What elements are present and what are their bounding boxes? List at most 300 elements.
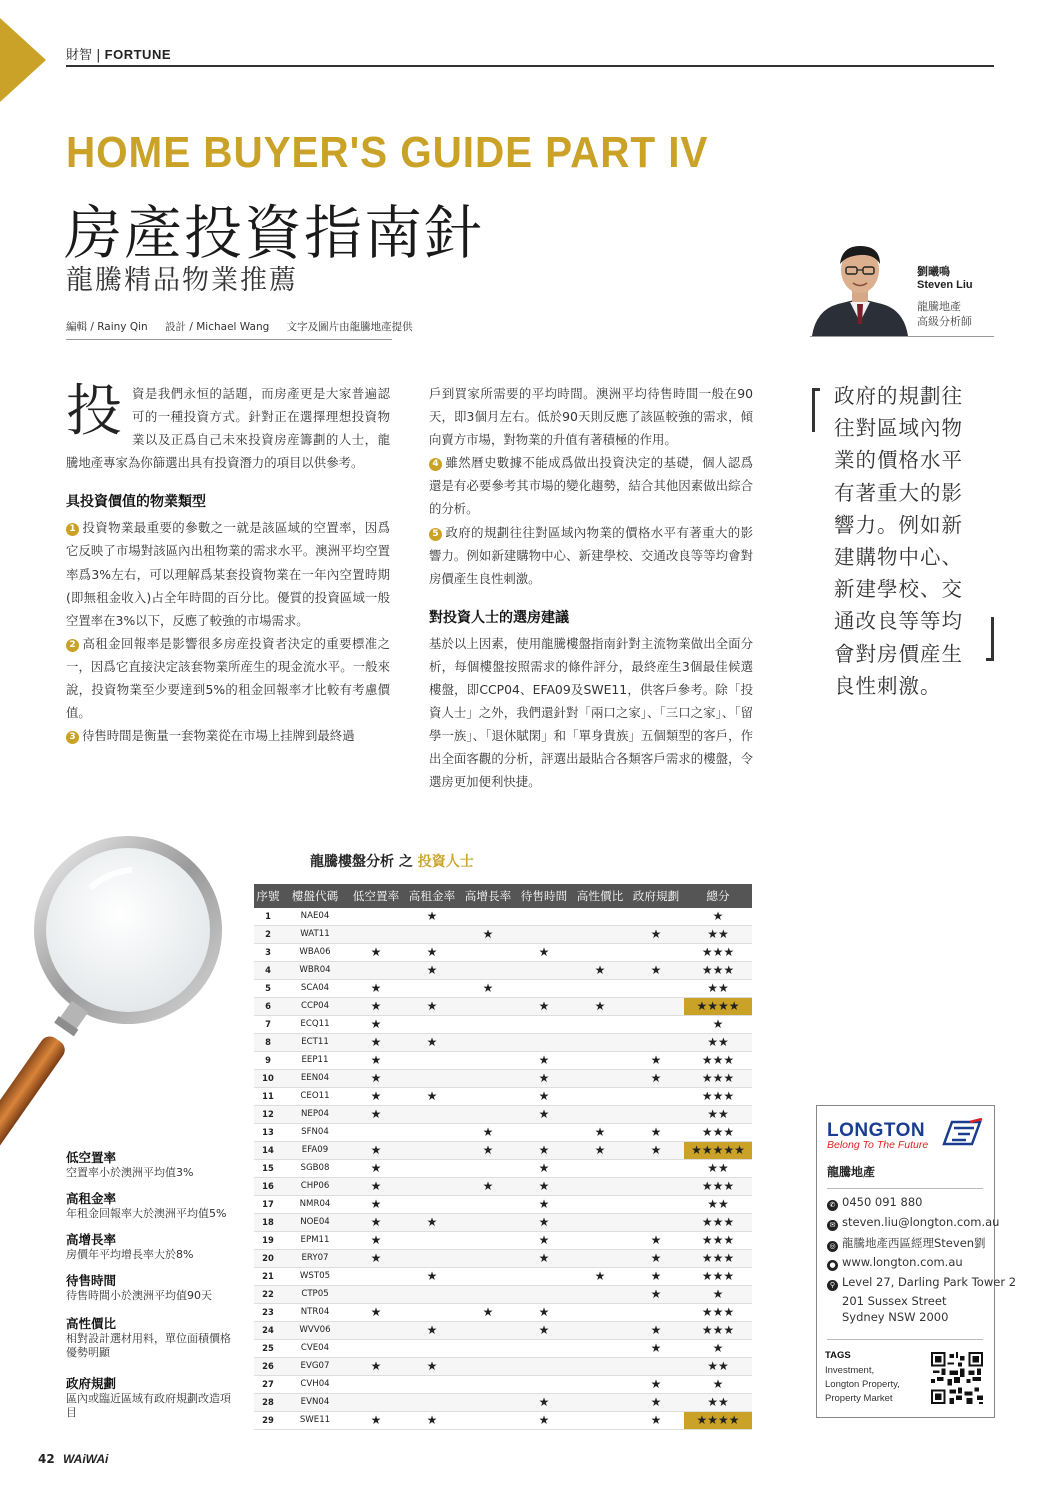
rating-cell: ★ (404, 1358, 460, 1376)
rating-cell (572, 1160, 628, 1178)
rating-cell (348, 1124, 404, 1142)
rating-cell (404, 1340, 460, 1358)
rating-cell (404, 1304, 460, 1322)
table-header-cell: 政府規劃 (628, 884, 684, 908)
rating-cell (516, 908, 572, 926)
rating-cell: ★ (572, 1124, 628, 1142)
rating-cell (572, 1214, 628, 1232)
rating-cell: ★ (516, 1214, 572, 1232)
rating-cell (628, 1034, 684, 1052)
rating-cell (628, 908, 684, 926)
rating-cell (572, 980, 628, 998)
rating-cell: ★ (516, 1106, 572, 1124)
magnifying-glass-icon (0, 828, 240, 1158)
rating-cell: ★ (516, 1232, 572, 1250)
rating-cell: ★ (516, 944, 572, 962)
title-english: HOME BUYER'S GUIDE PART IV (66, 128, 709, 177)
card-address-line-3: Sydney NSW 2000 (842, 1310, 949, 1324)
row-number-cell: 22 (254, 1286, 282, 1304)
table-body (254, 908, 752, 1430)
rating-cell: ★ (628, 1070, 684, 1088)
rating-cell: ★ (348, 1178, 404, 1196)
property-code-cell: CCP04 (282, 998, 348, 1016)
total-score-cell: ★★★ (684, 1268, 752, 1286)
total-score-cell: ★★ (684, 1196, 752, 1214)
rating-cell (628, 998, 684, 1016)
rating-cell (516, 1358, 572, 1376)
row-number-cell: 29 (254, 1412, 282, 1430)
property-code-cell: SWE11 (282, 1412, 348, 1430)
article-point-1: 1 投資物業最重要的參數之一就是該區域的空置率，因爲它反映了市場對該區內出租物業的需求水平。澳洲平均空置率爲3%左右，可以理解爲某套投資物業在一年內空置時期(即無租金收入)占全年時間的百分比。優質的投資區域一般空置率在3%以下，反應了較強的市場需求。 (66, 520, 390, 628)
table-row (254, 1016, 752, 1034)
rating-cell: ★ (348, 1214, 404, 1232)
property-code-cell: EPM11 (282, 1232, 348, 1250)
table-row (254, 980, 752, 998)
rating-cell (572, 1340, 628, 1358)
row-number-cell: 14 (254, 1142, 282, 1160)
rating-cell (404, 926, 460, 944)
rating-cell (404, 1124, 460, 1142)
property-analysis-table (254, 884, 752, 1430)
rating-cell (348, 1286, 404, 1304)
total-score-cell: ★★★ (684, 1304, 752, 1322)
row-number-cell: 8 (254, 1034, 282, 1052)
row-number-cell: 21 (254, 1268, 282, 1286)
row-number-cell: 10 (254, 1070, 282, 1088)
table-header-cell: 高性價比 (572, 884, 628, 908)
table-row (254, 1124, 752, 1142)
rating-cell (572, 908, 628, 926)
rating-cell (460, 1196, 516, 1214)
rating-cell: ★ (572, 998, 628, 1016)
rating-cell (572, 944, 628, 962)
rating-cell (516, 1268, 572, 1286)
total-score-cell: ★★ (684, 926, 752, 944)
article-intro: 資是我們永恒的話題，而房產更是大家普遍認可的一種投資方式。針對正在選擇理想投資物業以及正爲自己未來投資房産籌劃的人士，龍騰地產專家為你篩選出具有投資潛力的項目以供參考。 (66, 386, 390, 471)
rating-cell: ★ (572, 962, 628, 980)
rating-cell (348, 908, 404, 926)
legend-item-1: 低空置率 空置率小於澳洲平均值3% (66, 1150, 194, 1179)
row-number-cell: 18 (254, 1214, 282, 1232)
magazine-logo: WAiWAi (63, 1452, 109, 1466)
rating-cell: ★ (460, 1142, 516, 1160)
quote-bracket-open (812, 388, 820, 432)
row-number-cell: 5 (254, 980, 282, 998)
total-score-cell: ★★ (684, 1160, 752, 1178)
rating-cell: ★ (628, 1250, 684, 1268)
rating-cell: ★ (348, 1412, 404, 1430)
rating-cell (404, 1250, 460, 1268)
rating-cell: ★ (404, 944, 460, 962)
rating-cell (460, 1034, 516, 1052)
rating-cell: ★ (460, 980, 516, 998)
rating-cell: ★ (572, 1268, 628, 1286)
total-score-cell: ★★ (684, 980, 752, 998)
rating-cell (348, 1340, 404, 1358)
rating-cell (572, 1358, 628, 1376)
table-row (254, 1412, 752, 1430)
rating-cell (460, 1160, 516, 1178)
article-column-2 (429, 382, 753, 794)
article-point-4: 4 雖然曆史數據不能成爲做出投資決定的基礎，個人認爲還是有必要參考其市場的變化趨勢，結合其他因素做出綜合的分析。 (429, 455, 753, 517)
table-row (254, 998, 752, 1016)
subtitle: 龍騰精品物業推薦 (66, 265, 298, 296)
property-code-cell: CVH04 (282, 1376, 348, 1394)
property-code-cell: NEP04 (282, 1106, 348, 1124)
rating-cell (572, 926, 628, 944)
table-row (254, 1358, 752, 1376)
card-phone: ✆ 0450 091 880 (827, 1195, 922, 1211)
rating-cell (628, 1214, 684, 1232)
longton-logo-text: LONGTON (827, 1120, 926, 1141)
property-code-cell: EEP11 (282, 1052, 348, 1070)
rating-cell (460, 1412, 516, 1430)
rating-cell (404, 1052, 460, 1070)
rating-cell (348, 1268, 404, 1286)
table-row (254, 1232, 752, 1250)
rating-cell (628, 1160, 684, 1178)
rating-cell (348, 1394, 404, 1412)
rating-cell: ★ (516, 1088, 572, 1106)
rating-cell (404, 1070, 460, 1088)
number-5-icon: 5 (429, 528, 442, 541)
credit-design: 設計 / Michael Wang (165, 321, 270, 333)
rating-cell (460, 1376, 516, 1394)
total-score-cell: ★★ (684, 1358, 752, 1376)
weibo-icon: ◎ (827, 1241, 838, 1252)
table-row (254, 1268, 752, 1286)
credits-line (66, 319, 427, 334)
rating-cell (460, 1088, 516, 1106)
legend-item-3: 高增長率 房價年平均增長率大於8% (66, 1232, 194, 1261)
rating-cell (572, 1376, 628, 1394)
total-score-cell: ★★★ (684, 1124, 752, 1142)
table-row (254, 1070, 752, 1088)
property-code-cell: CVE04 (282, 1340, 348, 1358)
logo-tagline: Belong To The Future (827, 1139, 929, 1151)
rating-cell (404, 1160, 460, 1178)
row-number-cell: 27 (254, 1376, 282, 1394)
rating-cell: ★ (628, 962, 684, 980)
card-weibo: ◎ 龍騰地產西區經理Steven劉 (827, 1235, 986, 1252)
rating-cell (404, 1016, 460, 1034)
table-header-cell: 低空置率 (348, 884, 404, 908)
card-email[interactable]: ✉ steven.liu@longton.com.au (827, 1215, 999, 1231)
total-score-cell: ★★★ (684, 1178, 752, 1196)
rating-cell (348, 962, 404, 980)
row-number-cell: 23 (254, 1304, 282, 1322)
article-point-5: 5 政府的規劃往往對區域內物業的價格水平有著重大的影響力。例如新建購物中心、新建學校、交通改良等等均會對房價產生良性刺激。 (429, 524, 753, 586)
article-advice: 基於以上因素，使用龍騰樓盤指南針對主流物業做出全面分析，每個樓盤按照需求的條件評分，最終産生3個最佳候選樓盤，即CCP04、EFA09及SWE11，供客戶參考。除「投資人士」之外，我們還針對「兩口之家」、「三口之家」、「留學一族」、「退休賦閑」和「單身貴族」五個類型的客戶，作出全面客觀的分析，評選出最貼合各類客戶需求的樓盤，令選房更加便利快捷。 (429, 635, 753, 790)
author-role: 高級分析師 (917, 315, 972, 328)
row-number-cell: 13 (254, 1124, 282, 1142)
section-label-en: FORTUNE (104, 47, 172, 62)
rating-cell: ★ (348, 1358, 404, 1376)
qr-code-icon[interactable] (931, 1352, 983, 1404)
rating-cell: ★ (404, 1088, 460, 1106)
author-name-en: Steven Liu (917, 279, 973, 291)
rating-cell (572, 1286, 628, 1304)
property-code-cell: SGB08 (282, 1160, 348, 1178)
rating-cell (628, 944, 684, 962)
phone-icon: ✆ (827, 1200, 838, 1211)
rating-cell (404, 1196, 460, 1214)
title-chinese: 房產投資指南針 (64, 199, 485, 267)
credit-source: 文字及圖片由龍騰地產提供 (286, 321, 413, 333)
rating-cell (460, 944, 516, 962)
row-number-cell: 15 (254, 1160, 282, 1178)
table-row (254, 1304, 752, 1322)
total-score-cell: ★★★ (684, 1322, 752, 1340)
rating-cell (404, 1142, 460, 1160)
author-rule (810, 336, 994, 337)
rating-cell: ★ (404, 1268, 460, 1286)
rating-cell (572, 1070, 628, 1088)
rating-cell: ★ (516, 1196, 572, 1214)
property-code-cell: EVN04 (282, 1394, 348, 1412)
rating-cell (572, 1178, 628, 1196)
rating-cell: ★ (404, 1214, 460, 1232)
total-score-cell: ★ (684, 1376, 752, 1394)
rating-cell: ★ (516, 1070, 572, 1088)
rating-cell: ★ (404, 1034, 460, 1052)
rating-cell (572, 1232, 628, 1250)
rating-cell (404, 1376, 460, 1394)
rating-cell (628, 1178, 684, 1196)
row-number-cell: 28 (254, 1394, 282, 1412)
table-row (254, 926, 752, 944)
globe-icon: ● (827, 1260, 838, 1271)
rating-cell: ★ (516, 1322, 572, 1340)
table-row (254, 1250, 752, 1268)
rating-cell: ★ (516, 1178, 572, 1196)
rating-cell (404, 1106, 460, 1124)
card-company: 龍騰地產 (827, 1165, 876, 1179)
drop-cap: 投 (66, 379, 122, 444)
rating-cell: ★ (348, 1070, 404, 1088)
rating-cell (516, 1034, 572, 1052)
rating-cell (460, 1052, 516, 1070)
row-number-cell: 3 (254, 944, 282, 962)
email-icon: ✉ (827, 1220, 838, 1231)
total-score-cell: ★★★ (684, 1250, 752, 1268)
property-code-cell: NAE04 (282, 908, 348, 926)
table-row (254, 1088, 752, 1106)
table-row (254, 1322, 752, 1340)
tag-item: Property Market (825, 1393, 893, 1404)
property-code-cell: WBR04 (282, 962, 348, 980)
rating-cell (404, 1286, 460, 1304)
total-score-cell: ★ (684, 1340, 752, 1358)
quote-bracket-close (986, 617, 994, 661)
rating-cell: ★ (348, 1106, 404, 1124)
contact-card (816, 1105, 1017, 1418)
section-heading-advice: 對投資人士的選房建議 (429, 609, 569, 626)
credit-editor: 編輯 / Rainy Qin (66, 321, 148, 333)
table-row (254, 1196, 752, 1214)
total-score-cell: ★★★ (684, 1070, 752, 1088)
property-code-cell: EEN04 (282, 1070, 348, 1088)
row-number-cell: 11 (254, 1088, 282, 1106)
total-score-cell: ★ (684, 1016, 752, 1034)
rating-cell: ★ (516, 998, 572, 1016)
property-code-cell: SCA04 (282, 980, 348, 998)
rating-cell: ★ (348, 1034, 404, 1052)
rating-cell (348, 926, 404, 944)
total-score-cell: ★★★★★ (684, 1142, 752, 1160)
row-number-cell: 26 (254, 1358, 282, 1376)
rating-cell (404, 1394, 460, 1412)
rating-cell (572, 1016, 628, 1034)
total-score-cell: ★★★★ (684, 1412, 752, 1430)
total-score-cell: ★ (684, 1286, 752, 1304)
row-number-cell: 25 (254, 1340, 282, 1358)
rating-cell (516, 980, 572, 998)
rating-cell (572, 1394, 628, 1412)
property-code-cell: CTP05 (282, 1286, 348, 1304)
rating-cell (348, 1322, 404, 1340)
rating-cell: ★ (628, 1394, 684, 1412)
article-column-1 (66, 379, 390, 747)
rating-cell: ★ (348, 1232, 404, 1250)
number-4-icon: 4 (429, 458, 442, 471)
number-2-icon: 2 (66, 639, 79, 652)
article-point-3a: 3 待售時間是衡量一套物業從在市場上挂牌到最終過 (66, 724, 390, 747)
rating-cell: ★ (460, 926, 516, 944)
rating-cell: ★ (516, 1142, 572, 1160)
row-number-cell: 7 (254, 1016, 282, 1034)
rating-cell (348, 1376, 404, 1394)
rating-cell: ★ (460, 1178, 516, 1196)
header-rule (66, 65, 994, 67)
rating-cell: ★ (348, 1250, 404, 1268)
rating-cell (460, 908, 516, 926)
table-row (254, 1142, 752, 1160)
rating-cell: ★ (628, 1340, 684, 1358)
rating-cell (404, 1232, 460, 1250)
rating-cell: ★ (572, 1142, 628, 1160)
tag-item: Longton Property, (825, 1379, 900, 1390)
rating-cell: ★ (628, 1286, 684, 1304)
card-website[interactable]: ● www.longton.com.au (827, 1255, 963, 1271)
total-score-cell: ★★★ (684, 1052, 752, 1070)
author-portrait-icon (810, 238, 910, 336)
rating-cell: ★ (628, 1268, 684, 1286)
section-label-zh: 財智 (66, 48, 93, 63)
rating-cell (460, 1214, 516, 1232)
table-row (254, 944, 752, 962)
rating-cell: ★ (348, 1016, 404, 1034)
rating-cell (628, 980, 684, 998)
page-number: 42 (38, 1452, 55, 1466)
rating-cell: ★ (628, 926, 684, 944)
total-score-cell: ★★ (684, 1034, 752, 1052)
rating-cell: ★ (404, 1412, 460, 1430)
row-number-cell: 2 (254, 926, 282, 944)
rating-cell (572, 1250, 628, 1268)
rating-cell (460, 1358, 516, 1376)
longton-logo-mark-icon (940, 1118, 984, 1148)
rating-cell (628, 1088, 684, 1106)
rating-cell: ★ (348, 1142, 404, 1160)
rating-cell: ★ (404, 1322, 460, 1340)
rating-cell (460, 1016, 516, 1034)
rating-cell: ★ (460, 1304, 516, 1322)
corner-triangle-decoration (0, 18, 46, 102)
rating-cell (572, 1034, 628, 1052)
total-score-cell: ★★★ (684, 944, 752, 962)
row-number-cell: 24 (254, 1322, 282, 1340)
rating-cell (572, 1106, 628, 1124)
article-point-2: 2 高租金回報率是影響很多房産投資者決定的重要標准之一，因爲它直接決定該套物業所産生的現金流水平。一般來說，投資物業至少要達到5%的租金回報率才比較有考慮價值。 (66, 635, 390, 721)
rating-cell: ★ (404, 962, 460, 980)
total-score-cell: ★★ (684, 1394, 752, 1412)
author-photo (810, 238, 910, 336)
rating-cell (628, 1196, 684, 1214)
rating-cell: ★ (348, 944, 404, 962)
rating-cell (516, 1124, 572, 1142)
legend-item-6: 政府規劃 區內或臨近區域有政府規劃改造項目 (66, 1376, 231, 1419)
rating-cell (460, 1286, 516, 1304)
table-header-row (254, 884, 752, 908)
rating-cell: ★ (516, 1052, 572, 1070)
table-header-cell: 總分 (684, 884, 752, 908)
rating-cell: ★ (348, 1052, 404, 1070)
rating-cell (404, 1178, 460, 1196)
table-row (254, 962, 752, 980)
rating-cell: ★ (628, 1322, 684, 1340)
rating-cell (460, 962, 516, 980)
property-code-cell: WBA06 (282, 944, 348, 962)
total-score-cell: ★★★ (684, 1214, 752, 1232)
property-code-cell: ERY07 (282, 1250, 348, 1268)
row-number-cell: 9 (254, 1052, 282, 1070)
row-number-cell: 12 (254, 1106, 282, 1124)
total-score-cell: ★★ (684, 1106, 752, 1124)
rating-cell: ★ (628, 1124, 684, 1142)
rating-cell: ★ (348, 1088, 404, 1106)
table-row (254, 1106, 752, 1124)
tag-item: Investment, (825, 1365, 875, 1376)
card-address: ⚲ Level 27, Darling Park Tower 2 (827, 1275, 1016, 1291)
section-label: 財智 | FORTUNE (66, 47, 172, 63)
rating-cell: ★ (628, 1052, 684, 1070)
rating-cell: ★ (348, 998, 404, 1016)
number-3-icon: 3 (66, 731, 79, 744)
rating-cell (572, 1052, 628, 1070)
table-header-cell: 待售時間 (516, 884, 572, 908)
property-code-cell: WVV06 (282, 1322, 348, 1340)
legend-item-4: 待售時間 待售時間小於澳洲平均值90天 (66, 1273, 212, 1302)
row-number-cell: 6 (254, 998, 282, 1016)
total-score-cell: ★★★ (684, 1232, 752, 1250)
rating-cell (628, 1106, 684, 1124)
legend-item-5: 高性價比 相對設計選材用料，單位面積價格優勢明顯 (66, 1316, 231, 1359)
property-code-cell: WAT11 (282, 926, 348, 944)
row-number-cell: 16 (254, 1178, 282, 1196)
property-code-cell: EFA09 (282, 1142, 348, 1160)
rating-cell: ★ (628, 1232, 684, 1250)
total-score-cell: ★ (684, 908, 752, 926)
row-number-cell: 4 (254, 962, 282, 980)
table-row (254, 1340, 752, 1358)
total-score-cell: ★★★★ (684, 998, 752, 1016)
property-code-cell: NOE04 (282, 1214, 348, 1232)
rating-cell (628, 1358, 684, 1376)
table-header-cell: 樓盤代碼 (282, 884, 348, 908)
property-code-cell: WST05 (282, 1268, 348, 1286)
rating-cell: ★ (516, 1412, 572, 1430)
